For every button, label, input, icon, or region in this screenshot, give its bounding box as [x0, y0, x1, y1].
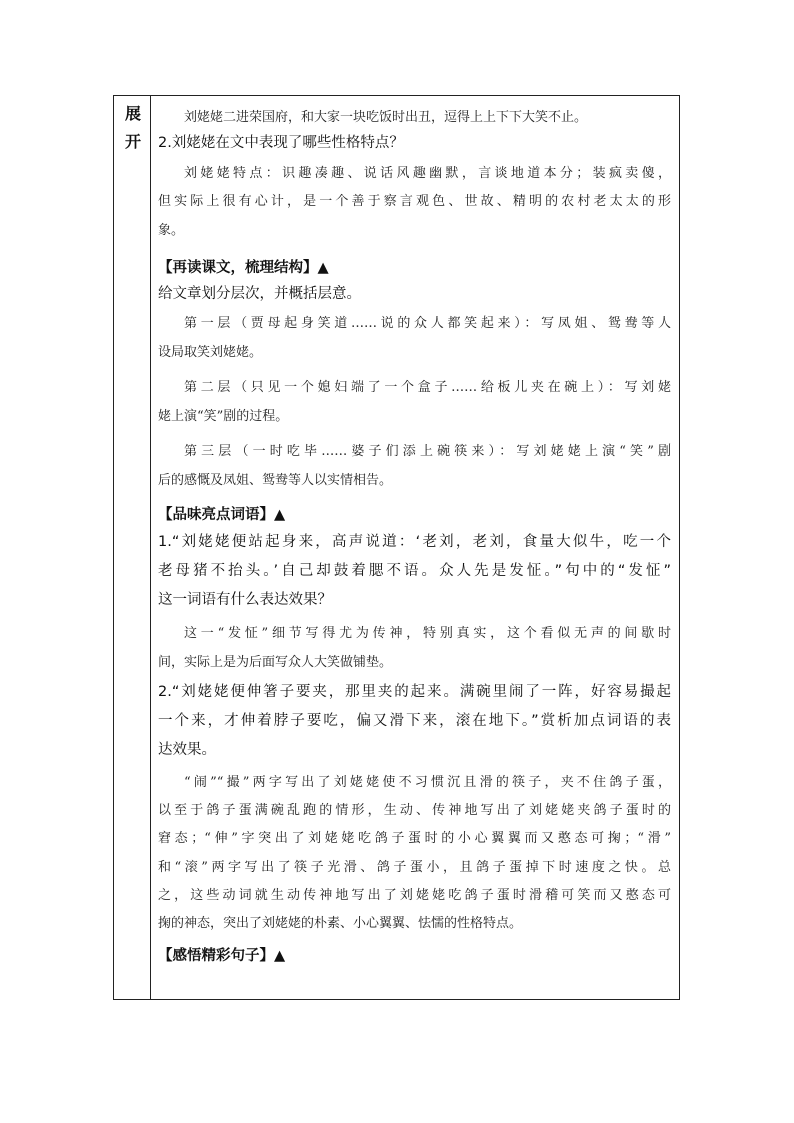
lesson-table	[113, 95, 680, 1000]
answer-line: 但实际上很有心计，是一个善于察言观色、世故、精明的农村老太太的形	[158, 194, 671, 209]
answer-line: 设局取笑刘姥姥。	[158, 345, 263, 360]
section-heading: 【再读课文，梳理结构】▲	[158, 260, 329, 276]
section-heading: 【感悟精彩句子】▲	[158, 948, 286, 964]
question-line: 老母猪不抬头。’自己却鼓着腮不语。众人先是发怔。”句中的“发怔”	[158, 563, 671, 579]
answer-line: 窘态；“伸”字突出了刘姥姥吃鸽子蛋时的小心翼翼而又憨态可掬；“滑”	[158, 831, 671, 846]
section-label-char: 展	[124, 104, 141, 123]
answer-line: 第二层（只见一个媳妇端了一个盒子……给板儿夹在碗上）：写刘姥	[184, 380, 671, 395]
question-line: 达效果。	[158, 742, 216, 758]
answer-line: 姥上演“笑”剧的过程。	[158, 409, 289, 424]
question-line: 2.“刘姥姥便伸箸子要夹，那里夹的起来。满碗里闹了一阵，好容易撮起	[158, 684, 671, 700]
answer-line: 刘姥姥特点：识趣凑趣、说话风趣幽默，言谈地道本分；装疯卖傻，	[184, 166, 671, 181]
question-line: 一个来，才伸着脖子要吃，偏又滑下来，滚在地下。”赏析加点词语的表	[158, 713, 671, 729]
answer-line: 之，这些动词就生动传神地写出了刘姥姥吃鸽子蛋时滑稽可笑而又憨态可	[158, 888, 671, 903]
answer-line: 掬的神态，突出了刘姥姥的朴素、小心翼翼、怯懦的性格特点。	[158, 916, 523, 931]
answer-line: 象。	[158, 223, 185, 238]
answer-line: 间，实际上是为后面写众人大笑做铺垫。	[158, 655, 393, 670]
question-line: 这一词语有什么表达效果？	[158, 592, 332, 608]
section-label-char: 开	[124, 132, 141, 151]
question-line: 1.“刘姥姥便站起身来，高声说道：‘老刘，老刘，食量大似牛，吃一个	[158, 534, 671, 550]
question-line: 给文章划分层次，并概括层意。	[158, 286, 361, 302]
section-label-cell	[114, 96, 151, 999]
answer-line: 第三层（一时吃毕……婆子们添上碗筷来）：写刘姥姥上演“笑”剧	[184, 444, 671, 459]
answer-line: 这一“发怔”细节写得尤为传神，特别真实，这个看似无声的间歇时	[184, 626, 671, 641]
answer-line: 后的感慨及凤姐、鸳鸯等人以实情相告。	[158, 473, 393, 488]
section-heading: 【品味亮点词语】▲	[158, 507, 286, 523]
answer-line: 和“滚”两字写出了筷子光滑、鸽子蛋小，且鸽子蛋掉下时速度之快。总	[158, 860, 671, 875]
question-line: 2.刘姥姥在文中表现了哪些性格特点？	[158, 135, 404, 151]
answer-line: 以至于鸽子蛋满碗乱跑的情形，生动、传神地写出了刘姥姥夹鸽子蛋时的	[158, 803, 671, 818]
answer-line: 刘姥姥二进荣国府，和大家一块吃饭时出丑，逗得上上下下大笑不止。	[184, 110, 588, 125]
answer-line: “闹”“撮”两字写出了刘姥姥使不习惯沉且滑的筷子，夹不住鸽子蛋，	[184, 775, 671, 790]
answer-line: 第一层（贾母起身笑道……说的众人都笑起来）：写凤姐、鸳鸯等人	[184, 316, 671, 331]
content-cell	[151, 96, 679, 999]
